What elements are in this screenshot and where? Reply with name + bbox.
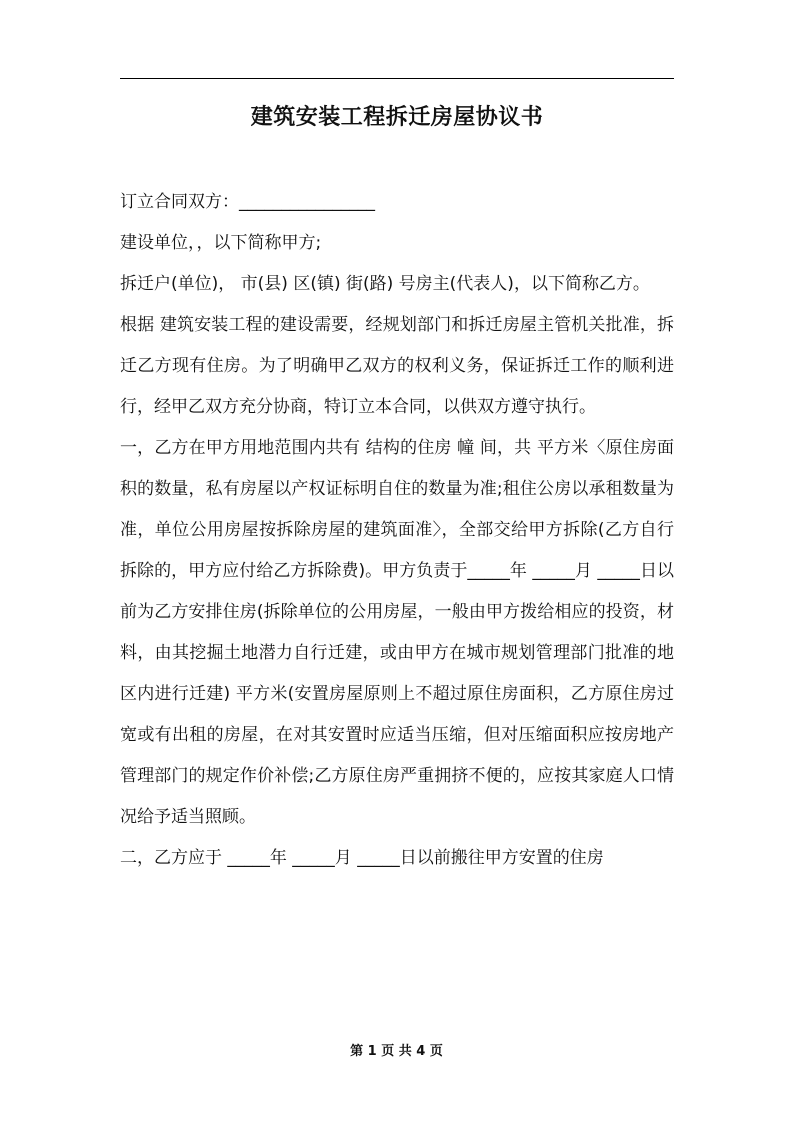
paragraph-parties: 订立合同双方：________________ [120, 192, 375, 212]
paragraph-clause-2: 二，乙方应于 _____年 _____月 _____日以前搬往甲方安置的住房 [120, 848, 604, 868]
document-title: 建筑安装工程拆迁房屋协议书 [250, 105, 544, 130]
paragraph-party-a: 建设单位，，以下简称甲方; [120, 233, 322, 253]
header-rule [120, 78, 674, 79]
document-body [120, 182, 674, 879]
paragraph-clause-1: 一，乙方在甲方用地范围内共有 结构的住房 幢 间，共 平方米〈原住房面积的数量，私有房屋以产权证标明自住的数量为准;租住公房以承租数量为准，单位公用房屋按拆除房屋的建筑面准〉，全部交给甲方拆除(乙方自行拆除的，甲方应付给乙方拆除费)。甲方负责于_____年 _____月 _____日以前为乙方安排住房(拆除单位的公用房屋，一般由甲方拨给相应的投资，材料，由其挖掘土地潜力自行迁建，或由甲方在城市规划管理部门批准的地区内进行迁建) 平方米(安置房屋原则上不超过原住房面积，乙方原住房过宽或有出租的房屋，在对其安置时应适当压缩，但对压缩面积应按房地产管理部门的规定作价补偿;乙方原住房严重拥挤不便的，应按其家庭人口情况给予适当照顾。 [120, 438, 674, 827]
paragraph-party-b: 拆迁户(单位)， 市(县) 区(镇) 街(路) 号房主(代表人)，以下简称乙方。 [120, 274, 650, 294]
page-number: 第 1 页 共 4 页 [350, 1044, 443, 1059]
paragraph-preamble: 根据 建筑安装工程的建设需要，经规划部门和拆迁房屋主管机关批准，拆迁乙方现有住房。为了明确甲乙双方的权利义务，保证拆迁工作的顺利进行，经甲乙双方充分协商，特订立本合同，以供双方遵守执行。 [120, 315, 674, 417]
